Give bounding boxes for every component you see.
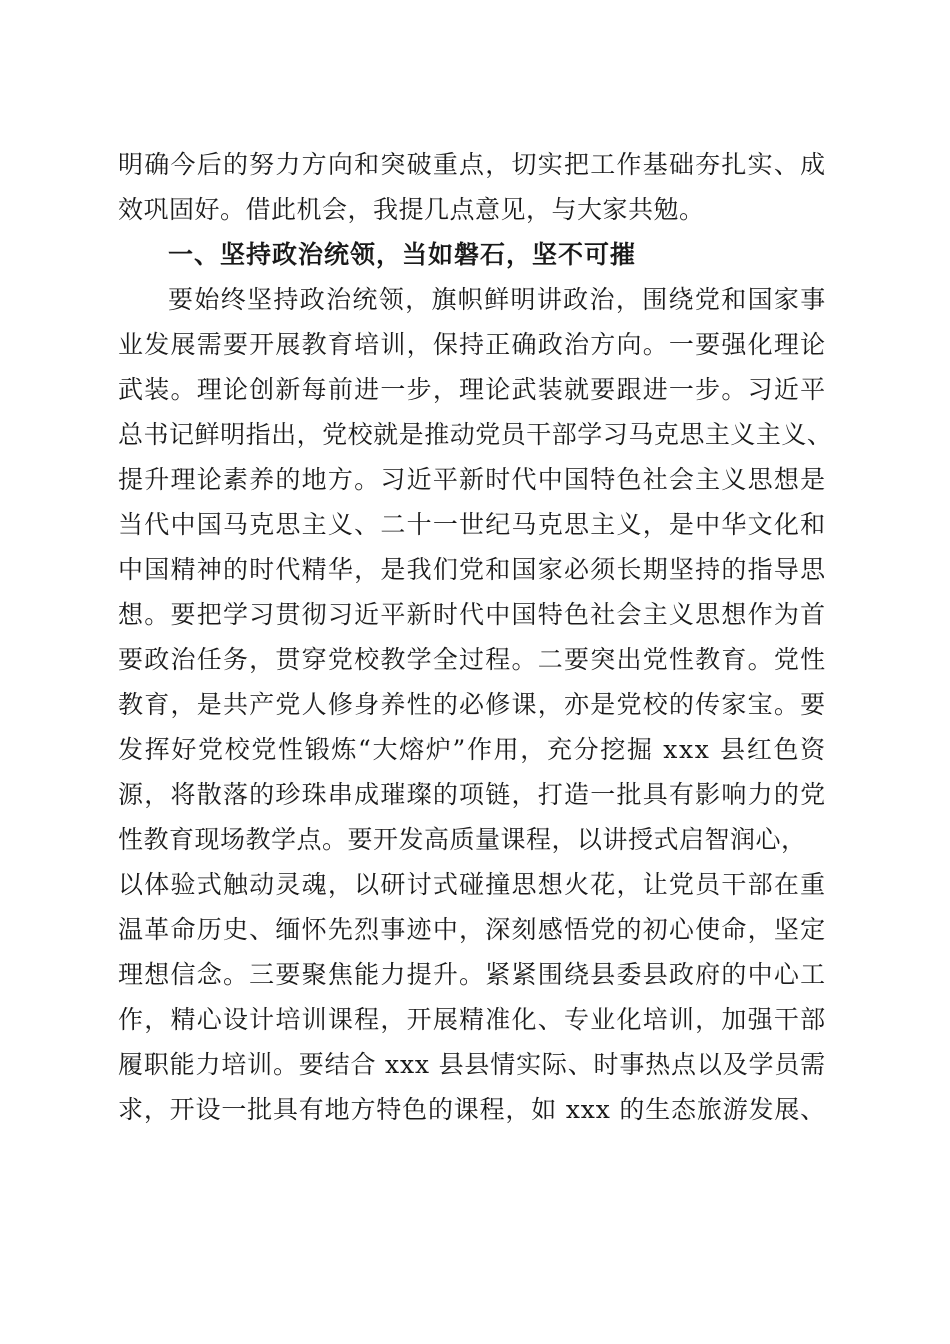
text-line: 以 体 验 式 触 动 灵 魂 ， 以 研 讨 式 碰 撞 思 想 火 花 ， 让 党 员 干 部 在 重 (118, 870, 826, 899)
text-line: 效巩固好。借此机会，我提几点意见，与大家共勉。 (118, 195, 705, 224)
text-line: 求 ， 开 设 一 批 具 有 地 方 特 色 的 课 程 ， 如 x x x 的 生 态 旅 游 发 展 、 (118, 1095, 826, 1124)
text-line: 提 升 理 论 素 养 的 地 方 。 习 近 平 新 时 代 中 国 特 色 社 会 主 义 思 想 是 (118, 465, 826, 494)
text-line: 理 想 信 念 。 三 要 聚 焦 能 力 提 升 。 紧 紧 围 绕 县 委 县 政 府 的 中 心 工 (118, 960, 826, 989)
text-line: 要 政 治 任 务 ， 贯 穿 党 校 教 学 全 过 程 。 二 要 突 出 党 性 教 育 。 党 性 (118, 645, 826, 674)
text-line: 总 书 记 鲜 明 指 出 ， 党 校 就 是 推 动 党 员 干 部 学 习 马 克 思 主 义 主 义 、 (118, 420, 833, 449)
section-heading: 一、坚持政治统领，当如磐石，坚不可摧 (168, 240, 637, 269)
text-line: 要 始 终 坚 持 政 治 统 领 ， 旗 帜 鲜 明 讲 政 治 ， 围 绕 党 和 国 家 事 (168, 285, 826, 314)
text-line: 想 。 要 把 学 习 贯 彻 习 近 平 新 时 代 中 国 特 色 社 会 主 义 思 想 作 为 首 (118, 600, 826, 629)
text-line: 武 装 。 理 论 创 新 每 前 进 一 步 ， 理 论 武 装 就 要 跟 进 一 步 。 习 近 平 (118, 375, 826, 404)
text-line: 明 确 今 后 的 努 力 方 向 和 突 破 重 点 ， 切 实 把 工 作 基 础 夯 扎 实 、 成 (118, 150, 826, 179)
text-line: 发 挥 好 党 校 党 性 锻 炼 “ 大 熔 炉 ” 作 用 ， 充 分 挖 掘 x x x 县 红 色 资 (118, 735, 826, 764)
text-line: 当 代 中 国 马 克 思 主 义 、 二 十 一 世 纪 马 克 思 主 义 ， 是 中 华 文 化 和 (118, 510, 826, 539)
text-line: 业 发 展 需 要 开 展 教 育 培 训 ， 保 持 正 确 政 治 方 向 。 一 要 强 化 理 论 (118, 330, 826, 359)
text-line: 作 ， 精 心 设 计 培 训 课 程 ， 开 展 精 准 化 、 专 业 化 培 训 ， 加 强 干 部 (118, 1005, 826, 1034)
text-line: 教 育 ， 是 共 产 党 人 修 身 养 性 的 必 修 课 ， 亦 是 党 校 的 传 家 宝 。 要 (118, 690, 826, 719)
text-line: 性教育现场教学点。要开发高质量课程，以讲授式启智润心， (118, 825, 807, 854)
text-line: 中 国 精 神 的 时 代 精 华 ， 是 我 们 党 和 国 家 必 须 长 期 坚 持 的 指 导 思 (118, 555, 826, 584)
text-line: 温 革 命 历 史 、 缅 怀 先 烈 事 迹 中 ， 深 刻 感 悟 党 的 初 心 使 命 ， 坚 定 (118, 915, 826, 944)
text-line: 源 ， 将 散 落 的 珍 珠 串 成 璀 璨 的 项 链 ， 打 造 一 批 具 有 影 响 力 的 党 (118, 780, 826, 809)
text-line: 履 职 能 力 培 训 。 要 结 合 x x x 县 县 情 实 际 、 时 事 热 点 以 及 学 员 需 (118, 1050, 826, 1079)
document-body (118, 142, 833, 1132)
